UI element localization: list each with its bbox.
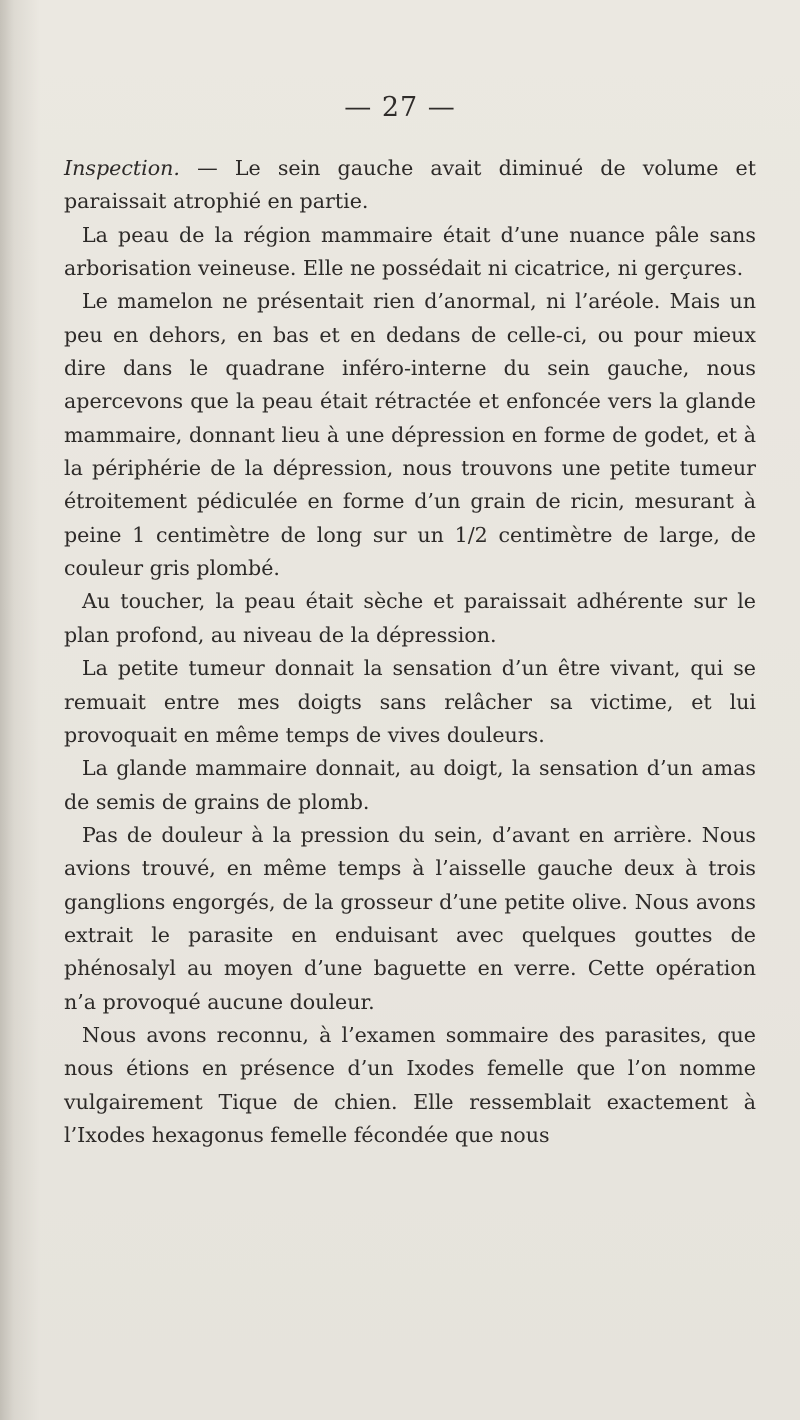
section-heading: Inspection. bbox=[64, 156, 180, 180]
paragraph-inspection bbox=[64, 152, 756, 219]
paragraph: Au toucher, la peau était sèche et paraissait adhérente sur le plan profond, au niveau de la dépression. bbox=[64, 589, 756, 647]
paragraph: La peau de la région mammaire était d’une nuance pâle sans arborisation veineuse. Elle ne possédait ni cicatrice, ni gerçures. bbox=[64, 222, 756, 281]
paragraph: Nous avons reconnu, à l’examen sommaire des parasites, que nous étions en présence d’un Ixodes femelle que l’on nomme vulgairement Tique de chien. Elle ressemblait exactement à l’Ixodes hexagonus femelle fécondée que nous bbox=[64, 1022, 756, 1147]
page-number: — 27 — bbox=[344, 92, 456, 123]
paragraph: Pas de douleur à la pression du sein, d’avant en arrière. Nous avions trouvé, en même temps à l’aisselle gauche deux à trois ganglions engorgés, de la grosseur d’une petite olive. Nous avons extrait le parasite en enduisant avec quelques gouttes de phénosalyl au moyen d’une baguette en verre. Cette opération n’a provoqué aucune douleur. bbox=[64, 822, 756, 1014]
paragraph: La glande mammaire donnait, au doigt, la sensation d’un amas de semis de grains de plomb. bbox=[64, 756, 756, 814]
paragraph: Le mamelon ne présentait rien d’anormal, ni l’aréole. Mais un peu en dehors, en bas et en dedans de celle-ci, ou pour mieux dire dans le quadrane inféro-interne du sein gauche, nous apercevons que la peau était rétractée et enfoncée vers la glande mammaire, donnant lieu à une dépression en forme de godet, et à la périphérie de la dépression, nous trouvons une petite tumeur étroitement pédiculée en forme d’un grain de ricin, mesurant à peine 1 centimètre de long sur un 1/2 centimètre de large, de couleur gris plombé. bbox=[64, 289, 756, 581]
paragraph-text: — Le sein gauche avait diminué de volume et paraissait atrophié en partie. bbox=[64, 156, 756, 214]
body-text bbox=[64, 152, 756, 1152]
paragraph: La petite tumeur donnait la sensation d’un être vivant, qui se remuait entre mes doigts sans relâcher sa victime, et lui provoquait en même temps de vives douleurs. bbox=[64, 656, 756, 747]
